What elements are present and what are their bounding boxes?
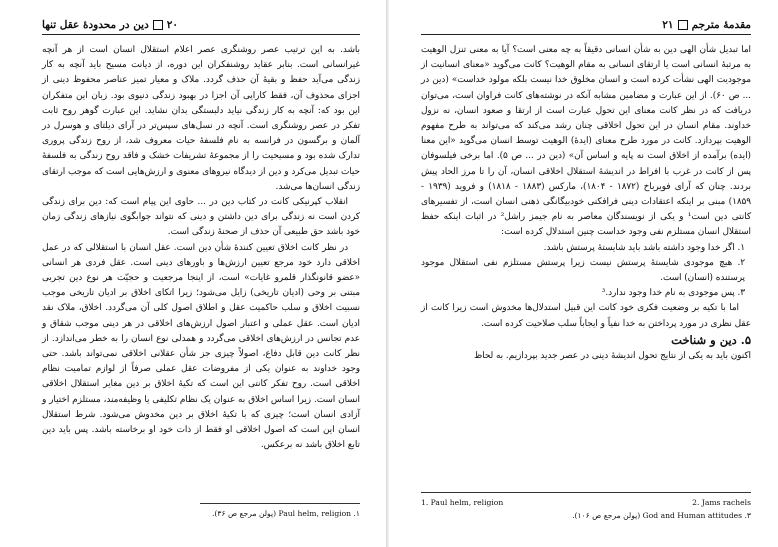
right-page-number: ۲۱ <box>662 19 674 31</box>
square-marker-icon <box>678 20 688 30</box>
left-header-title: دین در محدودهٔ عقل تنها <box>42 19 149 31</box>
right-closing-paragraph: اما با تکیه بر وضعیت فکری خود کانت این قبیل استدلال‌ها مخدوش است زیرا کانت از عقل نظری در مورد پرداختن به خدا نفیاً و ایجاباً سلب صلاحیت کرده است. <box>421 303 751 329</box>
right-paragraph-1: اما تبدیل شأن الهی دین به شأن انسانی دقیقاً به چه معنی است؟ آیا به معنی تنزل الوهیت به مرتبهٔ انسانی است یا ارتقای انسانی به مقام الوهیت؟ کانت می‌گوید «معنای انسانیت از موجودیت الهی نشأت کرده است و انسان مخلوق خدا نیست بلکه مولود خداست» (دین در ... ص ۶۰). از این عبارت و مضامین مشابه آنکه در نوشته‌های کانت فراوان است، می‌توان دریافت که در نظر کانت معنای این تحول عبارت است از ارتقا و صعود انسان، نه نزول خداوند. مقام انسان در این تحول اخلاقی چنان رشد می‌کند که می‌تواند به طرح مفهوم الوهیت بپردازد. کانت در مورد طرح معنای (ایدهٔ) الوهیت توسط انسان می‌گوید «این معنا (ایده) برآمده از اخلاق است نه پایه و اساس آن» (دین در ... ص ۵). اما برخی فیلسوفان پس از کانت در غرب با افراط در اندیشهٔ استقلال اخلاقی انسان، آن را تا مرز الحاد پیش بردند. چنان که آرای فویرباخ (۱۸۷۲ - ۱۸۰۴)، مارکس (۱۸۸۳ - ۱۸۱۸) و فروید (۱۹۳۹ - ۱۸۵۹) مبنی بر اینکه اعتقادات دینی فرافکنی خودبیگانگی ذهنی انسان است، از تفسیرهای کانتی دین است¹ و یکی از نویسندگان معاصر به نام جیمز راشل² در اثبات اینکه حفظ استقلال انسان مستلزم نفی وجود خداست چنین استدلال کرده است: <box>421 45 752 238</box>
left-page-header <box>42 16 360 35</box>
left-footnotes <box>200 503 360 520</box>
argument-item-2: ۲. هیچ موجودی شایستهٔ پرستش نیست زیرا پرستش مستلزم نفی استقلال موجود پرستنده (انسان) است. <box>421 257 745 284</box>
left-header-title-group <box>42 19 178 31</box>
right-footnotes <box>421 492 751 522</box>
left-paragraph-2: انقلاب کپرنیکی کانت در کتاب دین در ... حاوی این پیام است که: دین برای زندگی کردن است نه زندگی برای دین داشتن و دینی که نتواند جوابگوی نیازهای زندگی زمان خود باشد حق طبیعی آن حذف از صحنهٔ زندگی است. <box>42 197 360 238</box>
left-page-number: ۲۰ <box>166 19 179 31</box>
right-page-body <box>421 43 751 364</box>
right-header-title: مقدمهٔ مترجم <box>691 19 751 31</box>
right-footnote-1: 1. Paul helm, religion <box>421 498 504 507</box>
left-paragraph-3: در نظر کانت اخلاق تعیین کنندهٔ شأن دین است. عقل انسان با استقلالی که در عمل اخلاقی دارد خود مرجع تعیین ارزش‌ها و باورهای دینی است. عقل فردی هر انسانی «عضو قانونگذار قلمرو غایات» است، از اینجا مرجعیت و حجیّت هر نوع دین تجربی مبتنی بر وحی (ادیان تاریخی) زایل می‌شود؛ زیرا اتکای اخلاق بر ادیان تاریخی موجب نسبیت اخلاق و سلب حاکمیت عقل و اطلاق اصول کلی آن می‌گردد. اخلاق، ملاک نقد ادیان است. عقل عملی و اعتبار اصول ارزش‌های اخلاقی در هر دینی موجب شقاق و عدم تجانس در ارزش‌های اخلاقی می‌گردد و همدلی نوع انسان را به خطر می‌اندازد. از نظر کانت دین قابل دفاع، اصولاً چیزی جز شأن عقلانی اخلاقی نمی‌تواند باشد. حتی وجود خداوند به عنوان یکی از مفروضات عقل عملی صرفاً از لوازم تمامیت نظام اخلاقی است. روح تفکر کانتی این است که تکیهٔ اخلاق بر دین مغایر استقلال اخلاقی انسان است. زیرا اساس اخلاق به عنوان یک نظام تکلیفی یا وظیفه‌مند، مستلزم اختیار و آزادی انسان است؛ چیزی که با تکیهٔ اخلاق بر دین مخدوش می‌شود. شرط استقلال انسان این است که اصول اخلاقی او فقط از ذات خود او برخاسته باشد. پس باید دین تابع اخلاق باشد نه برعکس. <box>42 242 360 451</box>
left-page-body <box>42 43 360 453</box>
left-paragraph-1: باشد. به این ترتیب عصر روشنگری عصر اعلام استقلال انسان است از هر آنچه غیرانسانی است. بنابر عقاید روشنفکران این دوره، از دیانت مسیح باید آنچه به کار زندگی می‌آید حفظ و بقیهٔ آن حذف گردد. ملاک و معیار تمیز عناصر محفوظ دینی از اجزای محذوف آن، فقط کارایی آن اجزا در بهبود زندگی دنیوی بود. زبان این متفکران این بود که: آنچه به کار زندگی نیاید دلبستگی بدان نشاید. این عبارت گوهر روح ثابت تفکر در عصر روشنگری است. آنچه در نسل‌های سپس‌تر در آرای دیلتای و هوسرل در آلمان و برگسون در فرانسه به نام فلسفهٔ حیات معروف شد، از روح زندگی پروری تدارک شده بود و مسیحیت را از مجموعهٔ تشریفات خشک و فاقد روح زندگی به فلسفهٔ حیات تبدیل می‌کرد و دین از دیدگاه نیروهای معنوی و ارزش‌هایی است که موجب ارتقای زندگی انسان‌ها می‌شد. <box>42 45 360 192</box>
right-page-header <box>421 16 751 35</box>
section-intro-text: اکنون باید به یکی از نتایج تحول اندیشهٔ دینی در عصر جدید بپردازیم. به لحاظ <box>474 350 751 361</box>
left-footnote-1: ۱. Paul helm, religion (پولن مرجع ص ۳۶). <box>211 509 360 518</box>
right-footnote-row <box>421 496 751 509</box>
right-header-title-group <box>662 19 751 31</box>
argument-item-3: ۳. پس موجودی به نام خدا وجود ندارد.³ <box>601 288 745 299</box>
right-page <box>389 0 778 547</box>
right-footnote-3: ۳. God and Human attitudes (پولن مرجع ص ۱۰۶). <box>572 511 751 520</box>
section-heading: ۵. دین و شناخت <box>671 332 751 347</box>
right-footnote-2: 2. Jams rachels <box>692 498 751 507</box>
square-marker-icon <box>153 20 163 30</box>
argument-item-1: ۱. اگر خدا وجود داشته باشد باید شایستهٔ پرستش باشد. <box>543 242 745 253</box>
